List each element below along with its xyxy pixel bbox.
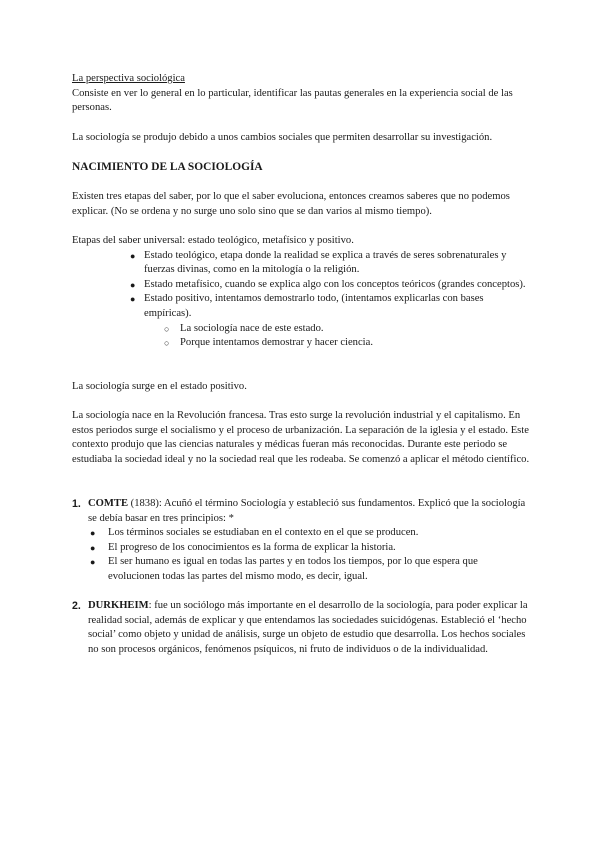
paragraph-surge: La sociología surge en el estado positivo.	[72, 381, 247, 392]
circle-bullet-icon: ○	[164, 338, 170, 349]
list-item: ● Estado positivo, intentamos demostrarlo todo, (intentamos explicarlas con bases empíricas).	[130, 293, 484, 319]
paragraph-revolucion: La sociología nace en la Revolución francesa. Tras esto surge la revolución industrial y el capitalismo. En estos periodos surge el socialismo y el proceso de urbanización. La separación de la iglesia y el estado. Este contexto produjo que las ciencias naturales y médicas fueran más reconocidas. Durante este periodo se estudiaba la sociedad ideal y no la sociedad real que les rodeaba. Se comenzó a aplicar el método científico.	[72, 410, 530, 465]
paragraph-cambios: La sociología se produjo debido a unos cambios sociales que permiten desarrollar su investigación.	[72, 132, 493, 143]
bullet-icon: ●	[130, 294, 136, 305]
list-item: ● El progreso de los conocimientos es la forma de explicar la historia.	[72, 541, 532, 556]
author-name: COMTE	[88, 498, 129, 509]
author-name: DURKHEIM	[88, 600, 149, 611]
etapas-list	[72, 249, 532, 351]
paragraph-etapas: Existen tres etapas del saber, por lo que el saber evoluciona, entonces creamos saberes que no podemos explicar. (No se ordena y no surge uno solo sino que se dan varios al mismo tiempo).	[72, 191, 510, 217]
section-heading: La perspectiva sociológica	[72, 73, 185, 84]
title-nacimiento: NACIMIENTO DE LA SOCIOLOGÍA	[72, 161, 263, 173]
author-durkheim	[72, 599, 532, 657]
bullet-icon: ●	[90, 557, 96, 568]
list-number: 1.	[72, 498, 81, 510]
list-item: ● Los términos sociales se estudiaban en el contexto en el que se producen.	[72, 526, 532, 541]
section-perspectiva	[72, 72, 532, 116]
bullet-icon: ●	[90, 528, 96, 539]
sub-list-item: ○ Porque intentamos demostrar y hacer ciencia.	[72, 336, 532, 351]
circle-bullet-icon: ○	[164, 323, 170, 334]
author-text: (1838): Acuñó el término Sociología y estableció sus fundamentos. Explicó que la sociología se debía basar en tres principios: *	[88, 498, 526, 524]
sub-list-item: ○ La sociología nace de este estado.	[72, 322, 532, 337]
etapas-intro: Etapas del saber universal: estado teológico, metafísico y positivo.	[72, 235, 354, 246]
author-comte	[72, 497, 532, 585]
list-item: ● Estado teológico, etapa donde la realidad se explica a través de seres sobrenaturales y fuerzas divinas, como en la mitología o la religión.	[130, 249, 507, 276]
comte-principles	[72, 526, 532, 584]
list-item: ● El ser humano es igual en todas las partes y en todos los tiempos, por lo que espera que evolucionen todas las partes del mismo modo, es decir, igual.	[90, 556, 478, 582]
bullet-icon: ●	[90, 542, 96, 553]
bullet-icon: ●	[130, 279, 136, 290]
list-number: 2.	[72, 600, 81, 612]
list-item: ● Estado metafísico, cuando se explica algo con los conceptos teóricos (grandes conceptos).	[72, 278, 532, 293]
author-text: : fue un sociólogo más importante en el desarrollo de la sociología, para poder explicar la realidad social, además de explicar y que entendamos las sociedades suicidógenas. Estableció el ‘hecho social’ como objeto y unidad de análisis, surge un objeto de estudio que desarrolla. Los hechos sociales no son procesos orgánicos, fenómenos psíquicos, ni fruto de individuos o de la individualidad.	[88, 600, 528, 655]
paragraph: Consiste en ver lo general en lo particular, identificar las pautas generales en la experiencia social de las personas.	[72, 87, 513, 114]
etapas-section	[72, 234, 532, 351]
bullet-icon: ●	[130, 250, 136, 261]
